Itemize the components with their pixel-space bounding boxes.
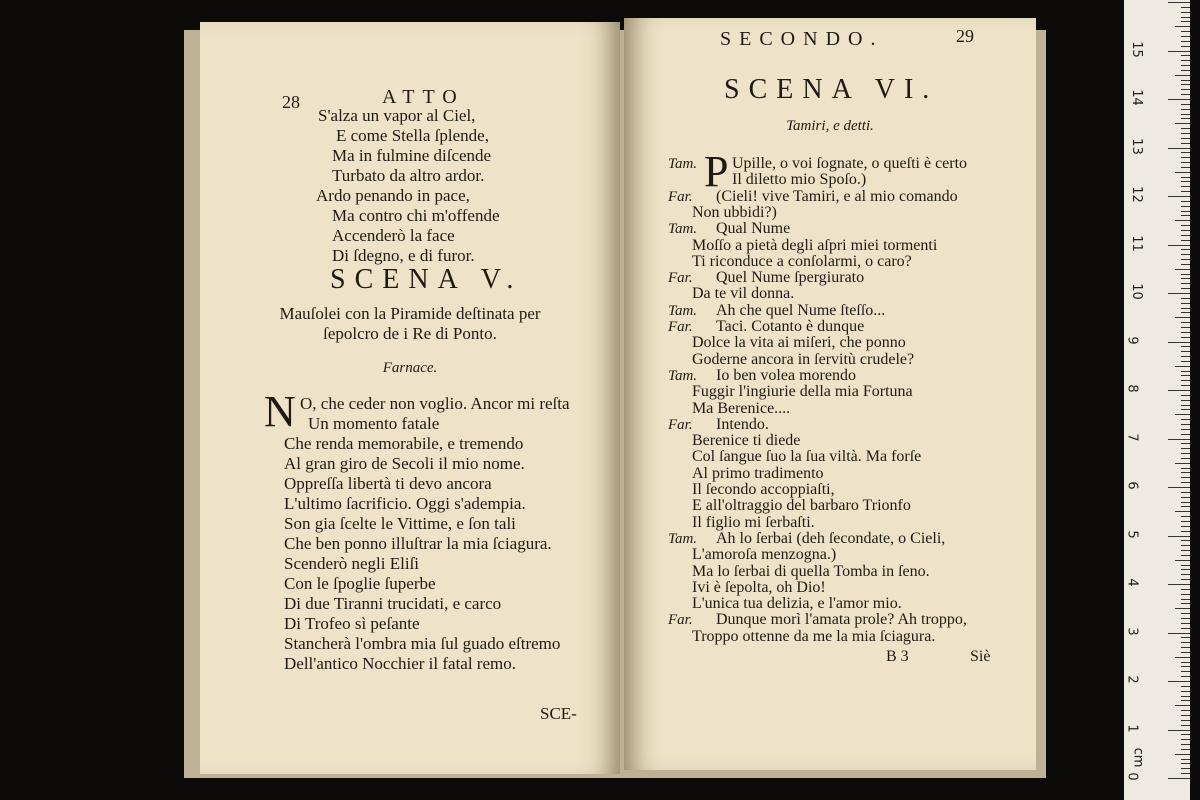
ruler-number: 5	[1124, 529, 1140, 539]
aria-line: Ardo penando in pace,	[316, 186, 470, 205]
ruler-tick	[1181, 17, 1190, 18]
ruler-tick	[1181, 332, 1190, 333]
ruler-tick	[1168, 536, 1190, 537]
ruler-tick	[1168, 778, 1190, 779]
ruler-number: 4	[1124, 578, 1140, 587]
ruler-tick	[1181, 46, 1190, 47]
dialogue-line: Il figlio mi ſerbaſti.	[692, 513, 815, 531]
dialogue-line: Col ſangue ſuo la ſua viltà. Ma forſe	[692, 448, 922, 466]
ruler-tick	[1181, 472, 1190, 473]
ruler-tick	[1181, 89, 1190, 90]
ruler-tick	[1181, 356, 1190, 357]
dialogue-line: Dunque morì l'amata prole? Ah troppo,	[716, 611, 967, 629]
ruler-tick	[1181, 162, 1190, 163]
ruler-tick	[1181, 691, 1190, 692]
measuring-ruler	[1124, 0, 1190, 800]
character-name: Farnace.	[382, 360, 438, 376]
ruler-tick	[1181, 545, 1190, 546]
ruler-tick	[1181, 21, 1190, 22]
ruler-tick	[1168, 633, 1190, 634]
dialogue-line: Moſſo a pietà degli aſpri miei tormenti	[692, 236, 938, 254]
ruler-tick	[1181, 555, 1190, 556]
dialogue-line: Berenice ti diede	[692, 432, 801, 450]
dialogue-line: Ma lo ſerbai di quella Tomba in ſeno.	[692, 562, 930, 580]
ruler-tick	[1181, 497, 1190, 498]
ruler-tick	[1181, 167, 1190, 168]
ruler-tick	[1168, 730, 1190, 731]
ruler-tick	[1181, 734, 1190, 735]
monologue-line: L'ultimo ſacrificio. Oggi s'adempia.	[284, 494, 526, 513]
ruler-tick	[1181, 623, 1190, 624]
ruler-tick	[1181, 763, 1190, 764]
ruler-tick	[1181, 138, 1190, 139]
ruler-tick	[1181, 274, 1190, 275]
ruler-tick	[1181, 434, 1190, 435]
drop-cap-right: P	[704, 147, 729, 196]
ruler-tick	[1181, 7, 1190, 8]
ruler-tick	[1181, 492, 1190, 493]
ruler-tick	[1175, 414, 1190, 415]
dialogue-line: Al primo tradimento	[692, 464, 824, 482]
ruler-number: 15	[1128, 40, 1144, 58]
ruler-tick	[1168, 51, 1190, 52]
ruler-tick	[1181, 400, 1190, 401]
dialogue-line: Da te vil donna.	[692, 285, 795, 303]
dialogue-line: Ah che quel Nume ſteſſo...	[716, 301, 886, 319]
ruler-tick	[1181, 201, 1190, 202]
speaker-label: Tam.	[668, 156, 698, 172]
drop-cap-left: N	[264, 387, 296, 436]
monologue-line: Dell'antico Nocchier il fatal remo.	[284, 654, 516, 673]
ruler-tick	[1181, 283, 1190, 284]
dialogue-line: Ivi è ſepolta, oh Dio!	[692, 578, 826, 596]
ruler-tick	[1181, 569, 1190, 570]
ruler-tick	[1181, 143, 1190, 144]
ruler-number: 14	[1128, 89, 1144, 106]
ruler-tick	[1168, 99, 1190, 100]
ruler-tick	[1168, 245, 1190, 246]
aria-line: Turbato da altro ardor.	[332, 166, 485, 185]
dialogue-line: E all'oltraggio del barbaro Trionfo	[692, 497, 911, 515]
scene-description-line-2: ſepolcro de i Re di Ponto.	[323, 324, 497, 343]
ruler-tick	[1181, 395, 1190, 396]
page-number-right: 29	[956, 26, 974, 46]
ruler-tick	[1181, 225, 1190, 226]
ruler-tick	[1181, 710, 1190, 711]
ruler-number: 7	[1124, 432, 1140, 442]
speaker-label: Tam.	[668, 530, 698, 547]
ruler-number: 12	[1128, 186, 1144, 203]
monologue-line: Un momento fatale	[308, 414, 440, 433]
ruler-tick	[1181, 574, 1190, 575]
ruler-tick	[1181, 128, 1190, 129]
catchword-right: Siè	[970, 648, 991, 665]
ruler-tick	[1181, 327, 1190, 328]
ruler-tick	[1181, 526, 1190, 527]
ruler-tick	[1181, 603, 1190, 604]
ruler-tick	[1181, 516, 1190, 517]
ruler-tick	[1181, 114, 1190, 115]
ruler-tick	[1181, 235, 1190, 236]
ruler-unit-label: cm	[1130, 747, 1146, 768]
ruler-tick	[1175, 463, 1190, 464]
page-number-left: 28	[282, 92, 300, 112]
ruler-tick	[1181, 468, 1190, 469]
ruler-tick	[1181, 768, 1190, 769]
ruler-tick	[1181, 739, 1190, 740]
dialogue-line: Il diletto mio Spoſo.)	[732, 171, 867, 189]
ruler-tick	[1181, 211, 1190, 212]
ruler-tick	[1181, 12, 1190, 13]
ruler-tick	[1181, 303, 1190, 304]
ruler-tick	[1181, 599, 1190, 600]
ruler-tick	[1181, 380, 1190, 381]
characters-line: Tamiri, e detti.	[786, 118, 874, 134]
speaker-label: Far.	[668, 612, 693, 629]
ruler-tick	[1181, 502, 1190, 503]
ruler-tick	[1181, 506, 1190, 507]
ruler-tick	[1181, 177, 1190, 178]
ruler-tick	[1181, 181, 1190, 182]
ruler-number: 9	[1124, 335, 1140, 345]
ruler-tick	[1181, 521, 1190, 522]
ruler-tick	[1168, 584, 1190, 585]
ruler-tick	[1181, 157, 1190, 158]
aria-line: E come Stella ſplende,	[336, 126, 489, 145]
ruler-tick	[1181, 254, 1190, 255]
ruler-tick	[1175, 317, 1190, 318]
dialogue-line: L'unica tua delizia, e l'amor mio.	[692, 595, 902, 613]
ruler-tick	[1181, 550, 1190, 551]
ruler-tick	[1175, 75, 1190, 76]
ruler-tick	[1181, 647, 1190, 648]
left-page	[200, 22, 620, 774]
ruler-tick	[1175, 366, 1190, 367]
monologue-line: Son gia ſcelte le Vittime, e ſon tali	[284, 514, 516, 533]
ruler-tick	[1181, 109, 1190, 110]
ruler-tick	[1181, 259, 1190, 260]
ruler-tick	[1181, 36, 1190, 37]
dialogue-line: Quel Nume ſpergiurato	[716, 269, 865, 287]
ruler-tick	[1181, 346, 1190, 347]
ruler-tick	[1168, 196, 1190, 197]
monologue-line: Oppreſſa libertà ti devo ancora	[284, 474, 492, 493]
ruler-tick	[1181, 482, 1190, 483]
ruler-tick	[1181, 55, 1190, 56]
monologue-line: Di Trofeo sì peſante	[284, 614, 420, 633]
dialogue-line: Io ben volea morendo	[716, 366, 856, 384]
ruler-number: 6	[1124, 481, 1140, 490]
speaker-label: Far.	[668, 188, 693, 205]
dialogue-line: Fuggir l'ingiurie della mia Fortuna	[692, 383, 913, 401]
ruler-tick	[1181, 215, 1190, 216]
aria-line: S'alza un vapor al Ciel,	[318, 106, 476, 125]
ruler-tick	[1181, 191, 1190, 192]
ruler-tick	[1181, 720, 1190, 721]
ruler-tick	[1181, 308, 1190, 309]
ruler-tick	[1175, 26, 1190, 27]
ruler-tick	[1181, 424, 1190, 425]
ruler-tick	[1175, 511, 1190, 512]
monologue-line: Con le ſpoglie ſuperbe	[284, 574, 436, 593]
dialogue-line: Ah lo ſerbai (deh ſecondate, o Cieli,	[716, 529, 946, 547]
ruler-tick	[1175, 754, 1190, 755]
ruler-number: 10	[1128, 283, 1144, 300]
catchword-left: SCE-	[540, 704, 577, 723]
speaker-label: Tam.	[668, 221, 698, 238]
dialogue-line: Taci. Cotanto è dunque	[716, 318, 865, 335]
ruler-tick	[1181, 448, 1190, 449]
right-page	[624, 18, 1036, 770]
ruler-tick	[1181, 278, 1190, 279]
dialogue-line: Ti riconduce a conſolarmi, o caro?	[692, 252, 912, 270]
ruler-tick	[1168, 148, 1190, 149]
ruler-tick	[1175, 123, 1190, 124]
monologue-line: Stancherà l'ombra mia ſul guado eſtremo	[284, 634, 561, 653]
ruler-tick	[1181, 41, 1190, 42]
dialogue-line: Goderne ancora in ſervitù crudele?	[692, 350, 915, 368]
ruler-tick	[1175, 172, 1190, 173]
ruler-tick	[1181, 429, 1190, 430]
ruler-tick	[1181, 715, 1190, 716]
ruler-tick	[1168, 681, 1190, 682]
ruler-tick	[1181, 298, 1190, 299]
ruler-tick	[1175, 560, 1190, 561]
ruler-number: 0	[1124, 772, 1140, 781]
ruler-tick	[1181, 540, 1190, 541]
ruler-tick	[1181, 628, 1190, 629]
ruler-tick	[1181, 686, 1190, 687]
ruler-tick	[1168, 439, 1190, 440]
ruler-tick	[1175, 657, 1190, 658]
ruler-tick	[1181, 351, 1190, 352]
ruler-tick	[1181, 361, 1190, 362]
scene-heading-right: SCENA VI.	[724, 74, 939, 105]
ruler-tick	[1181, 133, 1190, 134]
dialogue-line: Intendo.	[716, 415, 769, 433]
ruler-tick	[1181, 186, 1190, 187]
dialogue-line: Ma Berenice....	[692, 399, 791, 417]
ruler-number: 3	[1124, 626, 1140, 636]
ruler-tick	[1181, 337, 1190, 338]
speaker-label: Tam.	[668, 302, 698, 319]
monologue-line: O, che ceder non voglio. Ancor mi reſta	[300, 394, 570, 413]
ruler-tick	[1181, 565, 1190, 566]
aria-line: Di ſdegno, e di furor.	[332, 246, 475, 265]
dialogue-line: Il ſecondo accoppiaſti,	[692, 481, 835, 498]
ruler-tick	[1181, 409, 1190, 410]
ruler-tick	[1181, 405, 1190, 406]
ruler-number: 8	[1124, 384, 1140, 393]
dialogue-line: Qual Nume	[716, 220, 791, 238]
ruler-tick	[1181, 264, 1190, 265]
ruler-tick	[1181, 288, 1190, 289]
monologue-line: Di due Tiranni trucidati, e carco	[284, 594, 502, 613]
ruler-tick	[1181, 744, 1190, 745]
ruler-tick	[1181, 637, 1190, 638]
ruler-tick	[1181, 94, 1190, 95]
ruler-tick	[1181, 230, 1190, 231]
ruler-tick	[1181, 773, 1190, 774]
ruler-tick	[1181, 70, 1190, 71]
ruler-tick	[1181, 206, 1190, 207]
ruler-tick	[1181, 80, 1190, 81]
scene-description-line-1: Mauſolei con la Piramide deſtinata per	[279, 304, 541, 323]
ruler-tick	[1181, 84, 1190, 85]
ruler-tick	[1168, 293, 1190, 294]
ruler-tick	[1181, 118, 1190, 119]
ruler-tick	[1175, 220, 1190, 221]
ruler-tick	[1181, 453, 1190, 454]
ruler-tick	[1181, 676, 1190, 677]
ruler-tick	[1181, 371, 1190, 372]
ruler-tick	[1168, 487, 1190, 488]
ruler-tick	[1181, 443, 1190, 444]
ruler-tick	[1168, 342, 1190, 343]
ruler-tick	[1181, 666, 1190, 667]
dialogue-line: Troppo ottenne da me la mia ſciagura.	[692, 627, 936, 645]
ruler-tick	[1181, 613, 1190, 614]
monologue-line: Al gran giro de Secoli il mio nome.	[284, 454, 525, 473]
ruler-tick	[1175, 608, 1190, 609]
dialogue-line: Non ubbidi?)	[692, 203, 777, 221]
monologue-line: Che renda memorabile, e tremendo	[284, 434, 524, 453]
running-head-right: SECONDO.	[720, 28, 884, 50]
signature-mark: B 3	[886, 648, 909, 665]
ruler-tick	[1175, 705, 1190, 706]
ruler-tick	[1181, 725, 1190, 726]
ruler-tick	[1181, 589, 1190, 590]
dialogue-line: (Cieli! vive Tamiri, e al mio comando	[716, 187, 958, 205]
speaker-label: Far.	[668, 319, 693, 335]
ruler-tick	[1181, 65, 1190, 66]
ruler-tick	[1181, 375, 1190, 376]
dialogue-line: L'amoroſa menzogna.)	[692, 546, 837, 564]
ruler-tick	[1181, 662, 1190, 663]
ruler-tick	[1181, 60, 1190, 61]
scene-heading-left: SCENA V.	[330, 264, 523, 295]
ruler-tick	[1181, 579, 1190, 580]
ruler-number: 11	[1128, 234, 1144, 252]
ruler-tick	[1168, 390, 1190, 391]
ruler-tick	[1181, 31, 1190, 32]
monologue-line: Scenderò negli Eliſi	[284, 554, 420, 573]
ruler-tick	[1181, 477, 1190, 478]
dialogue-line: Upille, o voi ſognate, o queſti è certo	[732, 155, 968, 172]
ruler-tick	[1181, 696, 1190, 697]
ruler-tick	[1181, 594, 1190, 595]
ruler-tick	[1181, 419, 1190, 420]
ruler-tick	[1181, 249, 1190, 250]
ruler-number: 1	[1124, 723, 1140, 733]
ruler-tick	[1181, 322, 1190, 323]
aria-line: Ma in fulmine diſcende	[332, 146, 492, 165]
ruler-tick	[1175, 269, 1190, 270]
ruler-tick	[1181, 152, 1190, 153]
ruler-tick	[1181, 312, 1190, 313]
ruler-tick	[1181, 759, 1190, 760]
aria-line: Accenderò la face	[332, 226, 455, 245]
ruler-tick	[1181, 642, 1190, 643]
ruler-tick	[1181, 652, 1190, 653]
ruler-number: 13	[1128, 137, 1144, 155]
monologue-line: Che ben ponno illuſtrar la mia ſciagura.	[284, 534, 552, 553]
ruler-tick	[1181, 671, 1190, 672]
ruler-tick	[1168, 2, 1190, 3]
ruler-tick	[1181, 618, 1190, 619]
ruler-tick	[1181, 104, 1190, 105]
ruler-tick	[1181, 749, 1190, 750]
dialogue-line: Dolce la vita ai miſeri, che ponno	[692, 334, 906, 352]
speaker-label: Far.	[668, 270, 693, 287]
ruler-number: 2	[1124, 675, 1140, 684]
aria-line: Ma contro chi m'offende	[332, 206, 500, 225]
ruler-tick	[1181, 700, 1190, 701]
speaker-label: Tam.	[668, 367, 698, 384]
ruler-tick	[1181, 458, 1190, 459]
ruler-tick	[1181, 385, 1190, 386]
running-head-left: ATTO	[382, 86, 465, 108]
ruler-tick	[1181, 240, 1190, 241]
speaker-label: Far.	[668, 416, 693, 433]
ruler-tick	[1181, 531, 1190, 532]
